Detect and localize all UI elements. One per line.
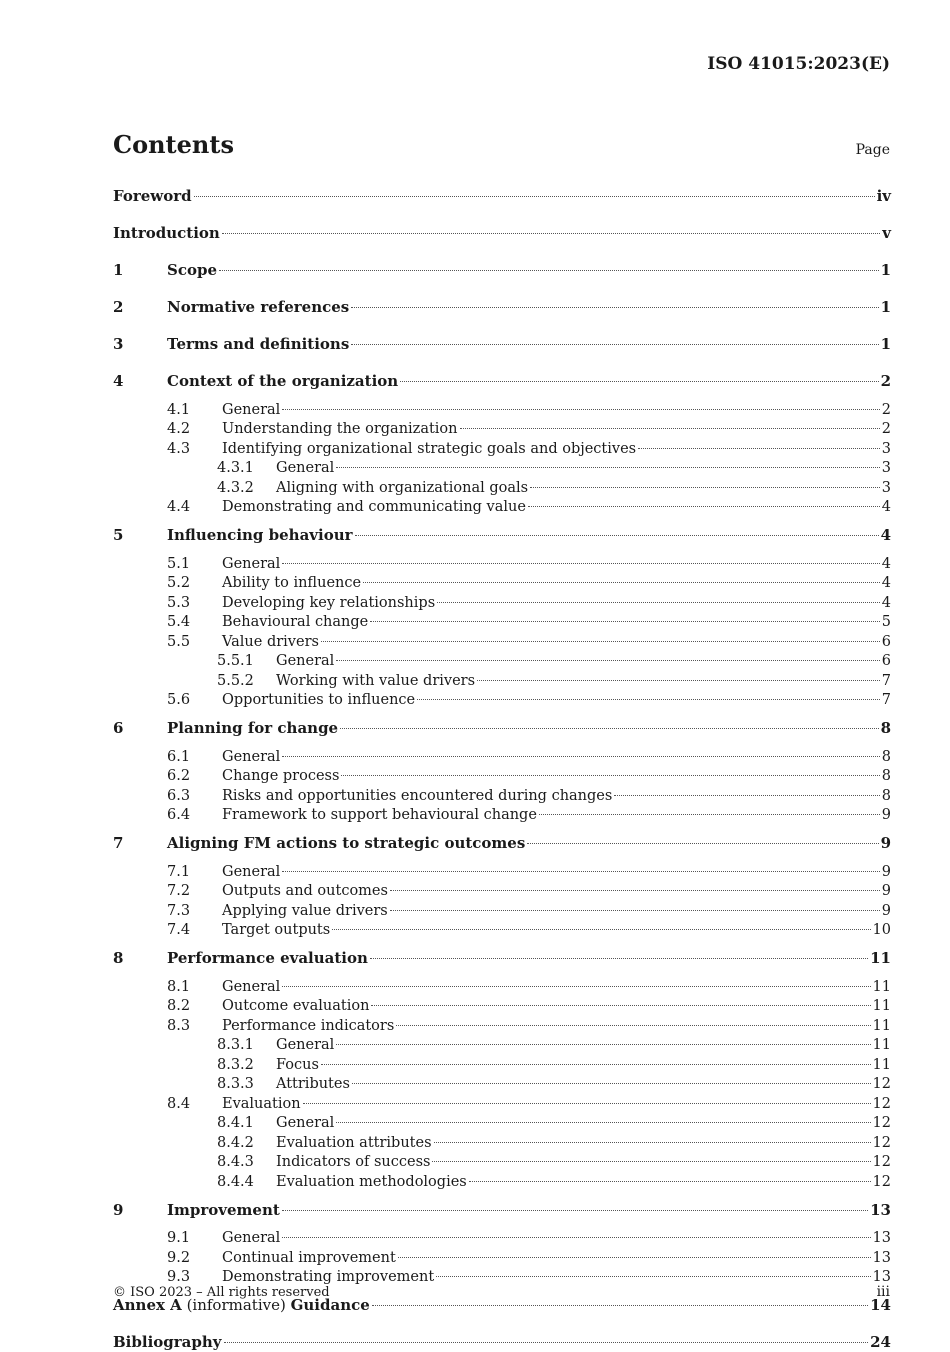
toc-entry-title: Developing key relationships	[222, 594, 436, 611]
toc-entry-page: 12	[872, 1115, 891, 1131]
toc-entry-number: 5.6	[167, 692, 191, 708]
toc-leader-dots	[372, 1305, 868, 1306]
toc-entry[interactable]	[113, 996, 891, 1016]
toc-entry-number: 7.2	[167, 883, 191, 899]
toc-entry-page: 13	[872, 1230, 891, 1246]
toc-entry-title: General	[276, 1037, 335, 1053]
toc-entry-title: Aligning with organizational goals	[276, 479, 529, 496]
toc-entry[interactable]	[113, 1200, 891, 1220]
toc-entry-number: 6.4	[167, 807, 191, 823]
toc-entry-number: 7.4	[167, 922, 191, 938]
toc-entry-title: Attributes	[276, 1076, 350, 1092]
toc-leader-dots	[224, 1342, 869, 1343]
toc-entry-page: 9	[880, 834, 891, 852]
toc-entry-number: 8	[113, 949, 124, 967]
toc-entry-number: 8.3	[167, 1017, 191, 1034]
toc-entry[interactable]	[113, 862, 891, 882]
toc-entry[interactable]	[113, 948, 891, 968]
toc-leader-dots	[336, 467, 879, 468]
toc-entry-title: Understanding the organization	[222, 421, 458, 437]
toc-entry[interactable]	[113, 1248, 891, 1268]
toc-entry-number: 7.1	[167, 863, 191, 880]
toc-entry-title: Introduction	[113, 224, 220, 242]
document-id: ISO 41015:2023(E)	[707, 54, 890, 74]
toc-entry[interactable]	[113, 632, 891, 652]
toc-leader-dots	[321, 641, 880, 642]
toc-entry-number: 1	[113, 261, 124, 279]
toc-leader-dots	[400, 381, 878, 382]
toc-leader-dots	[614, 795, 879, 796]
toc-entry-title: General	[276, 653, 335, 669]
toc-entry-title: Evaluation	[222, 1095, 301, 1112]
toc-entry[interactable]	[113, 1035, 891, 1055]
toc-entry-number: 8.2	[167, 998, 191, 1014]
toc-entry-number: 8.4.1	[217, 1115, 254, 1131]
toc-entry-page: 8	[881, 748, 891, 765]
toc-entry-number: 9	[113, 1200, 124, 1219]
toc-entry-number: 6.3	[167, 787, 191, 804]
toc-entry[interactable]	[113, 1133, 891, 1153]
toc-entry-title: Outputs and outcomes	[222, 883, 388, 899]
toc-leader-dots	[355, 535, 879, 536]
toc-leader-dots	[363, 582, 880, 583]
toc-entry-title: Focus	[276, 1056, 319, 1073]
toc-entry-number: 5.2	[167, 575, 191, 591]
toc-leader-dots	[434, 1142, 871, 1143]
toc-entry[interactable]	[113, 497, 891, 517]
toc-entry-title: Ability to influence	[222, 575, 362, 591]
toc-leader-dots	[282, 871, 879, 872]
toc-entry-title: Opportunities to influence	[222, 692, 416, 708]
toc-entry-number: 8.4.3	[217, 1154, 254, 1170]
toc-leader-dots	[282, 986, 870, 987]
toc-entry[interactable]	[113, 1074, 891, 1094]
toc-leader-dots	[417, 699, 880, 700]
contents-title: Contents	[113, 130, 234, 159]
toc-entry-title: General	[222, 978, 281, 995]
toc-leader-dots	[390, 910, 880, 911]
toc-entry-number: 4.1	[167, 401, 191, 418]
toc-entry[interactable]	[113, 833, 891, 853]
toc-entry-title: Aligning FM actions to strategic outcomes	[167, 834, 526, 852]
toc-entry[interactable]	[113, 478, 891, 498]
toc-entry[interactable]	[113, 1152, 891, 1172]
toc-entry[interactable]	[113, 260, 891, 280]
toc-entry-page: 5	[881, 614, 891, 630]
toc-entry-title: Influencing behaviour	[167, 526, 353, 544]
toc-entry-title: Indicators of success	[276, 1154, 431, 1170]
toc-leader-dots	[222, 233, 880, 234]
toc-entry[interactable]	[113, 1016, 891, 1036]
toc-entry[interactable]	[113, 766, 891, 786]
toc-entry[interactable]	[113, 651, 891, 671]
toc-entry[interactable]	[113, 1113, 891, 1133]
toc-entry-number: 5.3	[167, 594, 191, 611]
toc-entry[interactable]	[113, 690, 891, 710]
toc-entry-page: 11	[872, 998, 891, 1014]
toc-leader-dots	[219, 270, 879, 271]
toc-entry-number: 5.5	[167, 633, 191, 650]
toc-entry-page: 9	[881, 902, 891, 919]
toc-leader-dots	[527, 843, 878, 844]
toc-leader-dots	[282, 756, 879, 757]
toc-entry-page: 11	[870, 949, 891, 967]
toc-entry-page: 6	[881, 633, 891, 650]
toc-leader-dots	[530, 487, 880, 488]
toc-entry-number: 7.3	[167, 902, 191, 919]
footer-page-number: iii	[876, 1284, 890, 1300]
toc-leader-dots	[396, 1025, 870, 1026]
toc-entry-page: 11	[872, 1017, 891, 1034]
toc-leader-dots	[477, 680, 880, 681]
toc-entry[interactable]	[113, 1267, 891, 1287]
toc-entry-number: 5.5.2	[217, 672, 254, 689]
toc-entry-title: Context of the organization	[167, 372, 399, 390]
toc-entry-number: 6.1	[167, 748, 191, 765]
toc-entry-page: 12	[872, 1134, 891, 1151]
toc-entry[interactable]	[113, 593, 891, 613]
toc-entry-page: 13	[872, 1249, 891, 1266]
toc-entry-page: 1	[880, 335, 891, 353]
toc-entry-number: 6.2	[167, 768, 191, 784]
toc-entry-title: General	[222, 555, 281, 572]
toc-entry[interactable]	[113, 419, 891, 439]
toc-entry-page: 13	[872, 1269, 891, 1285]
toc-leader-dots	[436, 1276, 870, 1277]
toc-entry-page: 13	[870, 1200, 891, 1219]
toc-entry-page: 8	[881, 768, 891, 784]
toc-entry-title: Evaluation methodologies	[276, 1173, 467, 1190]
toc-entry-title: Evaluation attributes	[276, 1134, 432, 1151]
toc-entry[interactable]	[113, 573, 891, 593]
toc-entry-number: 4	[113, 372, 124, 390]
toc-entry[interactable]	[113, 671, 891, 691]
toc-entry-number: 6	[113, 719, 124, 737]
toc-entry-title: General	[222, 748, 281, 765]
toc-entry-number: 5.5.1	[217, 653, 254, 669]
toc-entry[interactable]	[113, 1055, 891, 1075]
toc-entry-title: Terms and definitions	[167, 335, 350, 353]
toc-entry-number: 5	[113, 526, 124, 544]
footer-copyright: © ISO 2023 – All rights reserved	[113, 1285, 330, 1300]
toc-entry-page: 14	[870, 1296, 891, 1314]
toc-entry-title: Applying value drivers	[222, 902, 388, 919]
toc-leader-dots	[469, 1181, 871, 1182]
toc-entry-number: 2	[113, 298, 124, 316]
toc-leader-dots	[539, 814, 880, 815]
toc-leader-dots	[370, 621, 880, 622]
toc-entry[interactable]	[113, 805, 891, 825]
toc-entry-page: 12	[872, 1154, 891, 1170]
toc-entry-title: Continual improvement	[222, 1249, 396, 1266]
toc-entry-title: Performance evaluation	[167, 949, 368, 967]
toc-entry-title: Foreword	[113, 187, 192, 205]
toc-entry-page: 12	[872, 1173, 891, 1190]
toc-entry-page: 9	[881, 807, 891, 823]
toc-leader-dots	[321, 1064, 871, 1065]
toc-entry-page: v	[882, 224, 891, 242]
toc-entry[interactable]	[113, 371, 891, 391]
toc-leader-dots	[282, 409, 879, 410]
toc-entry-page: 10	[872, 922, 891, 938]
toc-entry[interactable]	[113, 525, 891, 545]
toc-entry-number: 8.4	[167, 1095, 191, 1112]
toc-entry-number: 4.3.1	[217, 460, 254, 476]
toc-entry[interactable]	[113, 400, 891, 420]
toc-entry-title: Demonstrating and communicating value	[222, 499, 526, 515]
toc-leader-dots	[336, 660, 879, 661]
toc-entry-number: 4.2	[167, 421, 191, 437]
toc-entry-page: 12	[872, 1076, 891, 1092]
toc-leader-dots	[371, 1005, 870, 1006]
toc-leader-dots	[332, 929, 870, 930]
toc-entry-title: General	[276, 1115, 335, 1131]
toc-entry[interactable]	[113, 439, 891, 459]
toc-entry[interactable]	[113, 334, 891, 354]
toc-entry-title: General	[222, 1230, 281, 1246]
toc-entry-title: General	[222, 401, 281, 418]
toc-entry-title: Improvement	[167, 1200, 280, 1219]
toc-entry[interactable]	[113, 786, 891, 806]
toc-entry-page: 2	[880, 372, 891, 390]
toc-leader-dots	[282, 1210, 868, 1211]
toc-entry-number: 9.2	[167, 1249, 191, 1266]
toc-entry[interactable]	[113, 1228, 891, 1248]
toc-leader-dots	[341, 775, 879, 776]
toc-leader-dots	[370, 958, 868, 959]
toc-entry-number: 3	[113, 335, 124, 353]
toc-entry[interactable]	[113, 901, 891, 921]
toc-entry[interactable]	[113, 881, 891, 901]
toc-entry-title: Bibliography	[113, 1333, 222, 1351]
toc-entry-title: Change process	[222, 768, 340, 784]
toc-entry-page: 11	[872, 978, 891, 995]
toc-entry-title: Demonstrating improvement	[222, 1269, 435, 1285]
toc-entry[interactable]	[113, 186, 891, 206]
toc-leader-dots	[398, 1257, 871, 1258]
toc-entry-page: 4	[881, 499, 891, 515]
toc-leader-dots	[638, 448, 880, 449]
toc-entry-page: 1	[880, 261, 891, 279]
toc-entry[interactable]	[113, 977, 891, 997]
toc-leader-dots	[437, 602, 880, 603]
toc-entry-number: 8.3.3	[217, 1076, 254, 1092]
toc-entry-title: Behavioural change	[222, 614, 369, 630]
toc-entry-number: 8.3.1	[217, 1037, 254, 1053]
toc-entry-number: 4.4	[167, 499, 191, 515]
toc-entry-page: 4	[881, 575, 891, 591]
toc-entry[interactable]	[113, 612, 891, 632]
toc-leader-dots	[282, 1237, 870, 1238]
toc-entry-page: 4	[880, 526, 891, 544]
toc-entry-page: 9	[881, 883, 891, 899]
toc-entry[interactable]	[113, 458, 891, 478]
toc-entry-page: 8	[880, 719, 891, 737]
toc-leader-dots	[340, 728, 878, 729]
toc-entry-title: Scope	[167, 261, 218, 279]
toc-entry-page: 7	[881, 692, 891, 708]
toc-entry-number: 8.3.2	[217, 1056, 254, 1073]
toc-entry-page: iv	[876, 187, 891, 205]
toc-entry-page: 8	[881, 787, 891, 804]
toc-entry-number: 4.3.2	[217, 479, 254, 496]
toc-entry-page: 11	[872, 1037, 891, 1053]
toc-entry-number: 8.4.4	[217, 1173, 254, 1190]
toc-leader-dots	[352, 1083, 871, 1084]
toc-entry-title: Value drivers	[222, 633, 319, 650]
toc-entry-page: 2	[881, 401, 891, 418]
toc-entry-page: 3	[881, 479, 891, 496]
toc-entry-number: 9.1	[167, 1230, 191, 1246]
toc-entry-page: 24	[870, 1333, 891, 1351]
toc-leader-dots	[282, 563, 879, 564]
toc-leader-dots	[460, 428, 880, 429]
toc-entry[interactable]	[113, 1172, 891, 1192]
toc-entry-page: 11	[872, 1056, 891, 1073]
toc-leader-dots	[528, 506, 880, 507]
toc-entry-page: 4	[881, 555, 891, 572]
toc-entry[interactable]	[113, 297, 891, 317]
toc-leader-dots	[432, 1161, 870, 1162]
toc-entry-title: Risks and opportunities encountered during changes	[222, 787, 613, 804]
toc-entry-title: General	[276, 460, 335, 476]
toc-entry-page: 4	[881, 594, 891, 611]
toc-entry-title: Outcome evaluation	[222, 998, 370, 1014]
toc-leader-dots	[194, 196, 875, 197]
toc-entry-number: 5.4	[167, 614, 191, 630]
toc-leader-dots	[351, 344, 878, 345]
toc-entry[interactable]	[113, 554, 891, 574]
toc-leader-dots	[390, 890, 880, 891]
toc-entry[interactable]	[113, 1332, 891, 1352]
toc-entry-page: 9	[881, 863, 891, 880]
toc-entry-title: Target outputs	[222, 922, 331, 938]
toc-entry[interactable]	[113, 747, 891, 767]
toc-entry-number: 8.4.2	[217, 1134, 254, 1151]
toc-leader-dots	[303, 1103, 871, 1104]
toc-entry[interactable]	[113, 718, 891, 738]
toc-leader-dots	[351, 307, 878, 308]
toc-entry-page: 3	[881, 460, 891, 476]
toc-entry-title: Normative references	[167, 298, 350, 316]
toc-entry-title: Performance indicators	[222, 1017, 395, 1034]
toc-entry-number: 5.1	[167, 555, 191, 572]
toc-entry-number: 7	[113, 834, 124, 852]
toc-entry-title-note: (informative)	[181, 1296, 291, 1314]
toc-entry[interactable]	[113, 1094, 891, 1114]
toc-entry-number: 9.3	[167, 1269, 191, 1285]
toc-leader-dots	[336, 1044, 870, 1045]
toc-entry-number: 8.1	[167, 978, 191, 995]
toc-leader-dots	[336, 1122, 870, 1123]
toc-entry-page: 12	[872, 1095, 891, 1112]
toc-entry-page: 6	[881, 653, 891, 669]
toc-entry[interactable]	[113, 920, 891, 940]
toc-entry-page: 1	[880, 298, 891, 316]
toc-entry-title: Working with value drivers	[276, 672, 476, 689]
toc-entry-title-tail: Guidance	[290, 1296, 370, 1314]
toc-entry-page: 3	[881, 440, 891, 457]
toc-entry-title: General	[222, 863, 281, 880]
toc-entry-page: 2	[881, 421, 891, 437]
toc-entry-title: Planning for change	[167, 719, 339, 737]
toc-entry-title: Identifying organizational strategic goals and objectives	[222, 440, 637, 457]
toc-entry-title: Framework to support behavioural change	[222, 807, 537, 823]
page-column-label: Page	[855, 142, 890, 158]
toc-entry-number: 4.3	[167, 440, 191, 457]
toc-entry[interactable]	[113, 223, 891, 243]
toc-entry-page: 7	[881, 672, 891, 689]
toc-entry-title-main: Annex A	[113, 1296, 182, 1314]
